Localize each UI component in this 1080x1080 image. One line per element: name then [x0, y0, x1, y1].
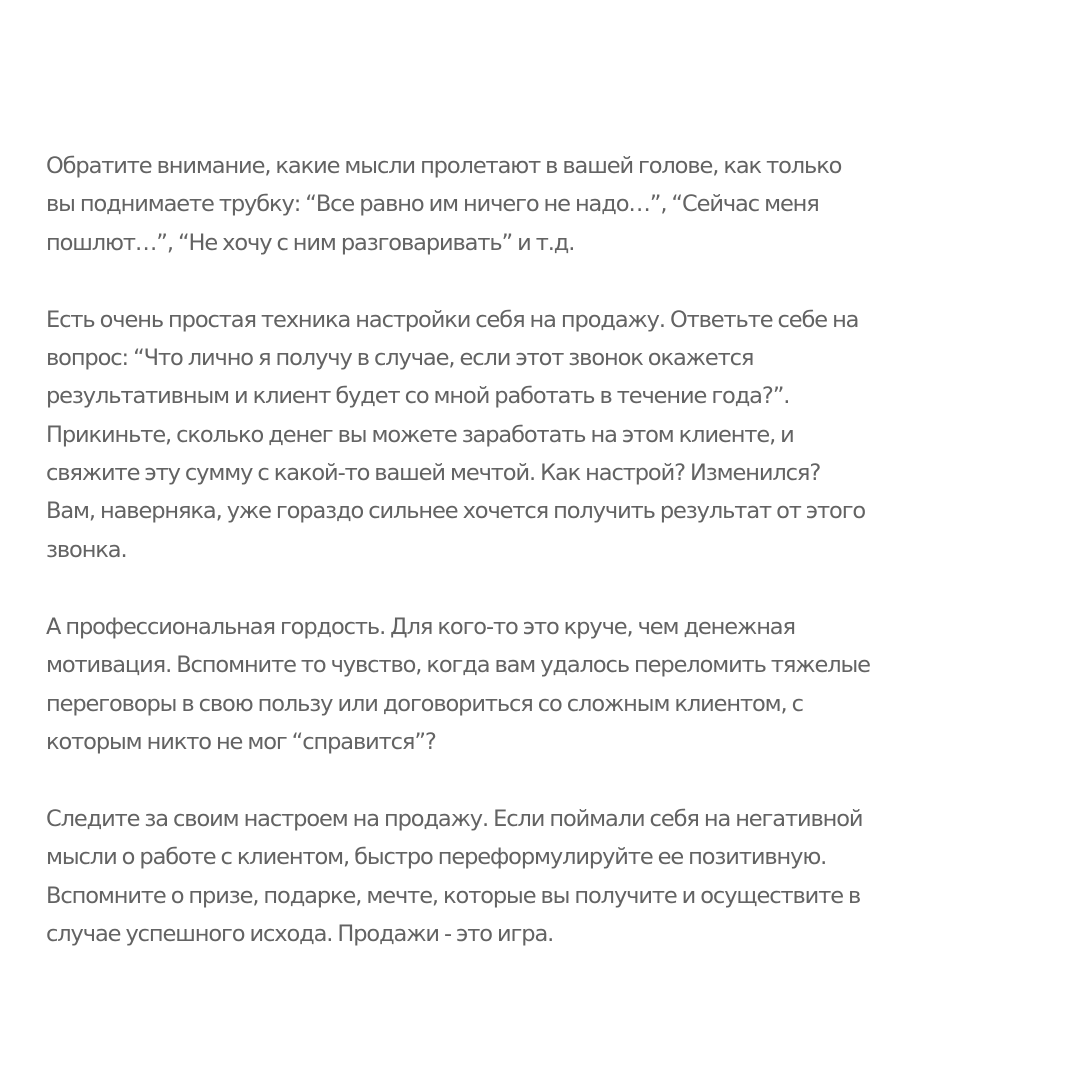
paragraph-3 [46, 608, 1046, 761]
paragraph-line: мысли о работе с клиентом, быстро переформулируйте ее позитивную. [46, 844, 827, 871]
paragraph-line: Прикиньте, сколько денег вы можете заработать на этом клиенте, и [46, 421, 794, 448]
paragraph-spacer [46, 262, 1046, 301]
paragraph-spacer [46, 569, 1046, 608]
paragraph-line: Вам, наверняка, уже гораздо сильнее хочется получить результат от этого [46, 498, 866, 525]
paragraph-line: звонка. [46, 536, 127, 563]
paragraph-line: пошлют…”, “Не хочу с ним разговаривать” и т.д. [46, 229, 575, 256]
paragraph-line: свяжите эту сумму с какой-то вашей мечтой. Как настрой? Изменился? [46, 460, 821, 487]
paragraph-line: вопрос: “Что лично я получу в случае, если этот звонок окажется [46, 345, 754, 372]
paragraph-line: Вспомните о призе, подарке, мечте, которые вы получите и осуществите в [46, 882, 861, 909]
paragraph-2 [46, 301, 1046, 569]
paragraph-1 [46, 147, 1046, 262]
paragraph-line: мотивация. Вспомните то чувство, когда вам удалось переломить тяжелые [46, 652, 870, 679]
paragraph-line: результативным и клиент будет со мной работать в течение года?”. [46, 383, 790, 410]
paragraph-line: вы поднимаете трубку: “Все равно им ничего не надо…”, “Сейчас меня [46, 191, 819, 218]
paragraph-line: Обратите внимание, какие мысли пролетают в вашей голове, как только [46, 153, 842, 179]
paragraph-line: которым никто не мог “справится”? [46, 728, 436, 755]
paragraph-line: Следите за своим настроем на продажу. Если поймали себя на негативной [46, 806, 863, 833]
paragraph-line: переговоры в свою пользу или договориться со сложным клиентом, с [46, 690, 803, 717]
paragraph-line: Есть очень простая техника настройки себя на продажу. Ответьте себе на [46, 306, 859, 333]
paragraph-line: А профессиональная гордость. Для кого-то это круче, чем денежная [46, 613, 795, 640]
paragraph-line: случае успешного исхода. Продажи - это игра. [46, 921, 554, 948]
paragraph-4 [46, 800, 1046, 953]
article-body [46, 147, 1046, 953]
paragraph-spacer [46, 761, 1046, 800]
